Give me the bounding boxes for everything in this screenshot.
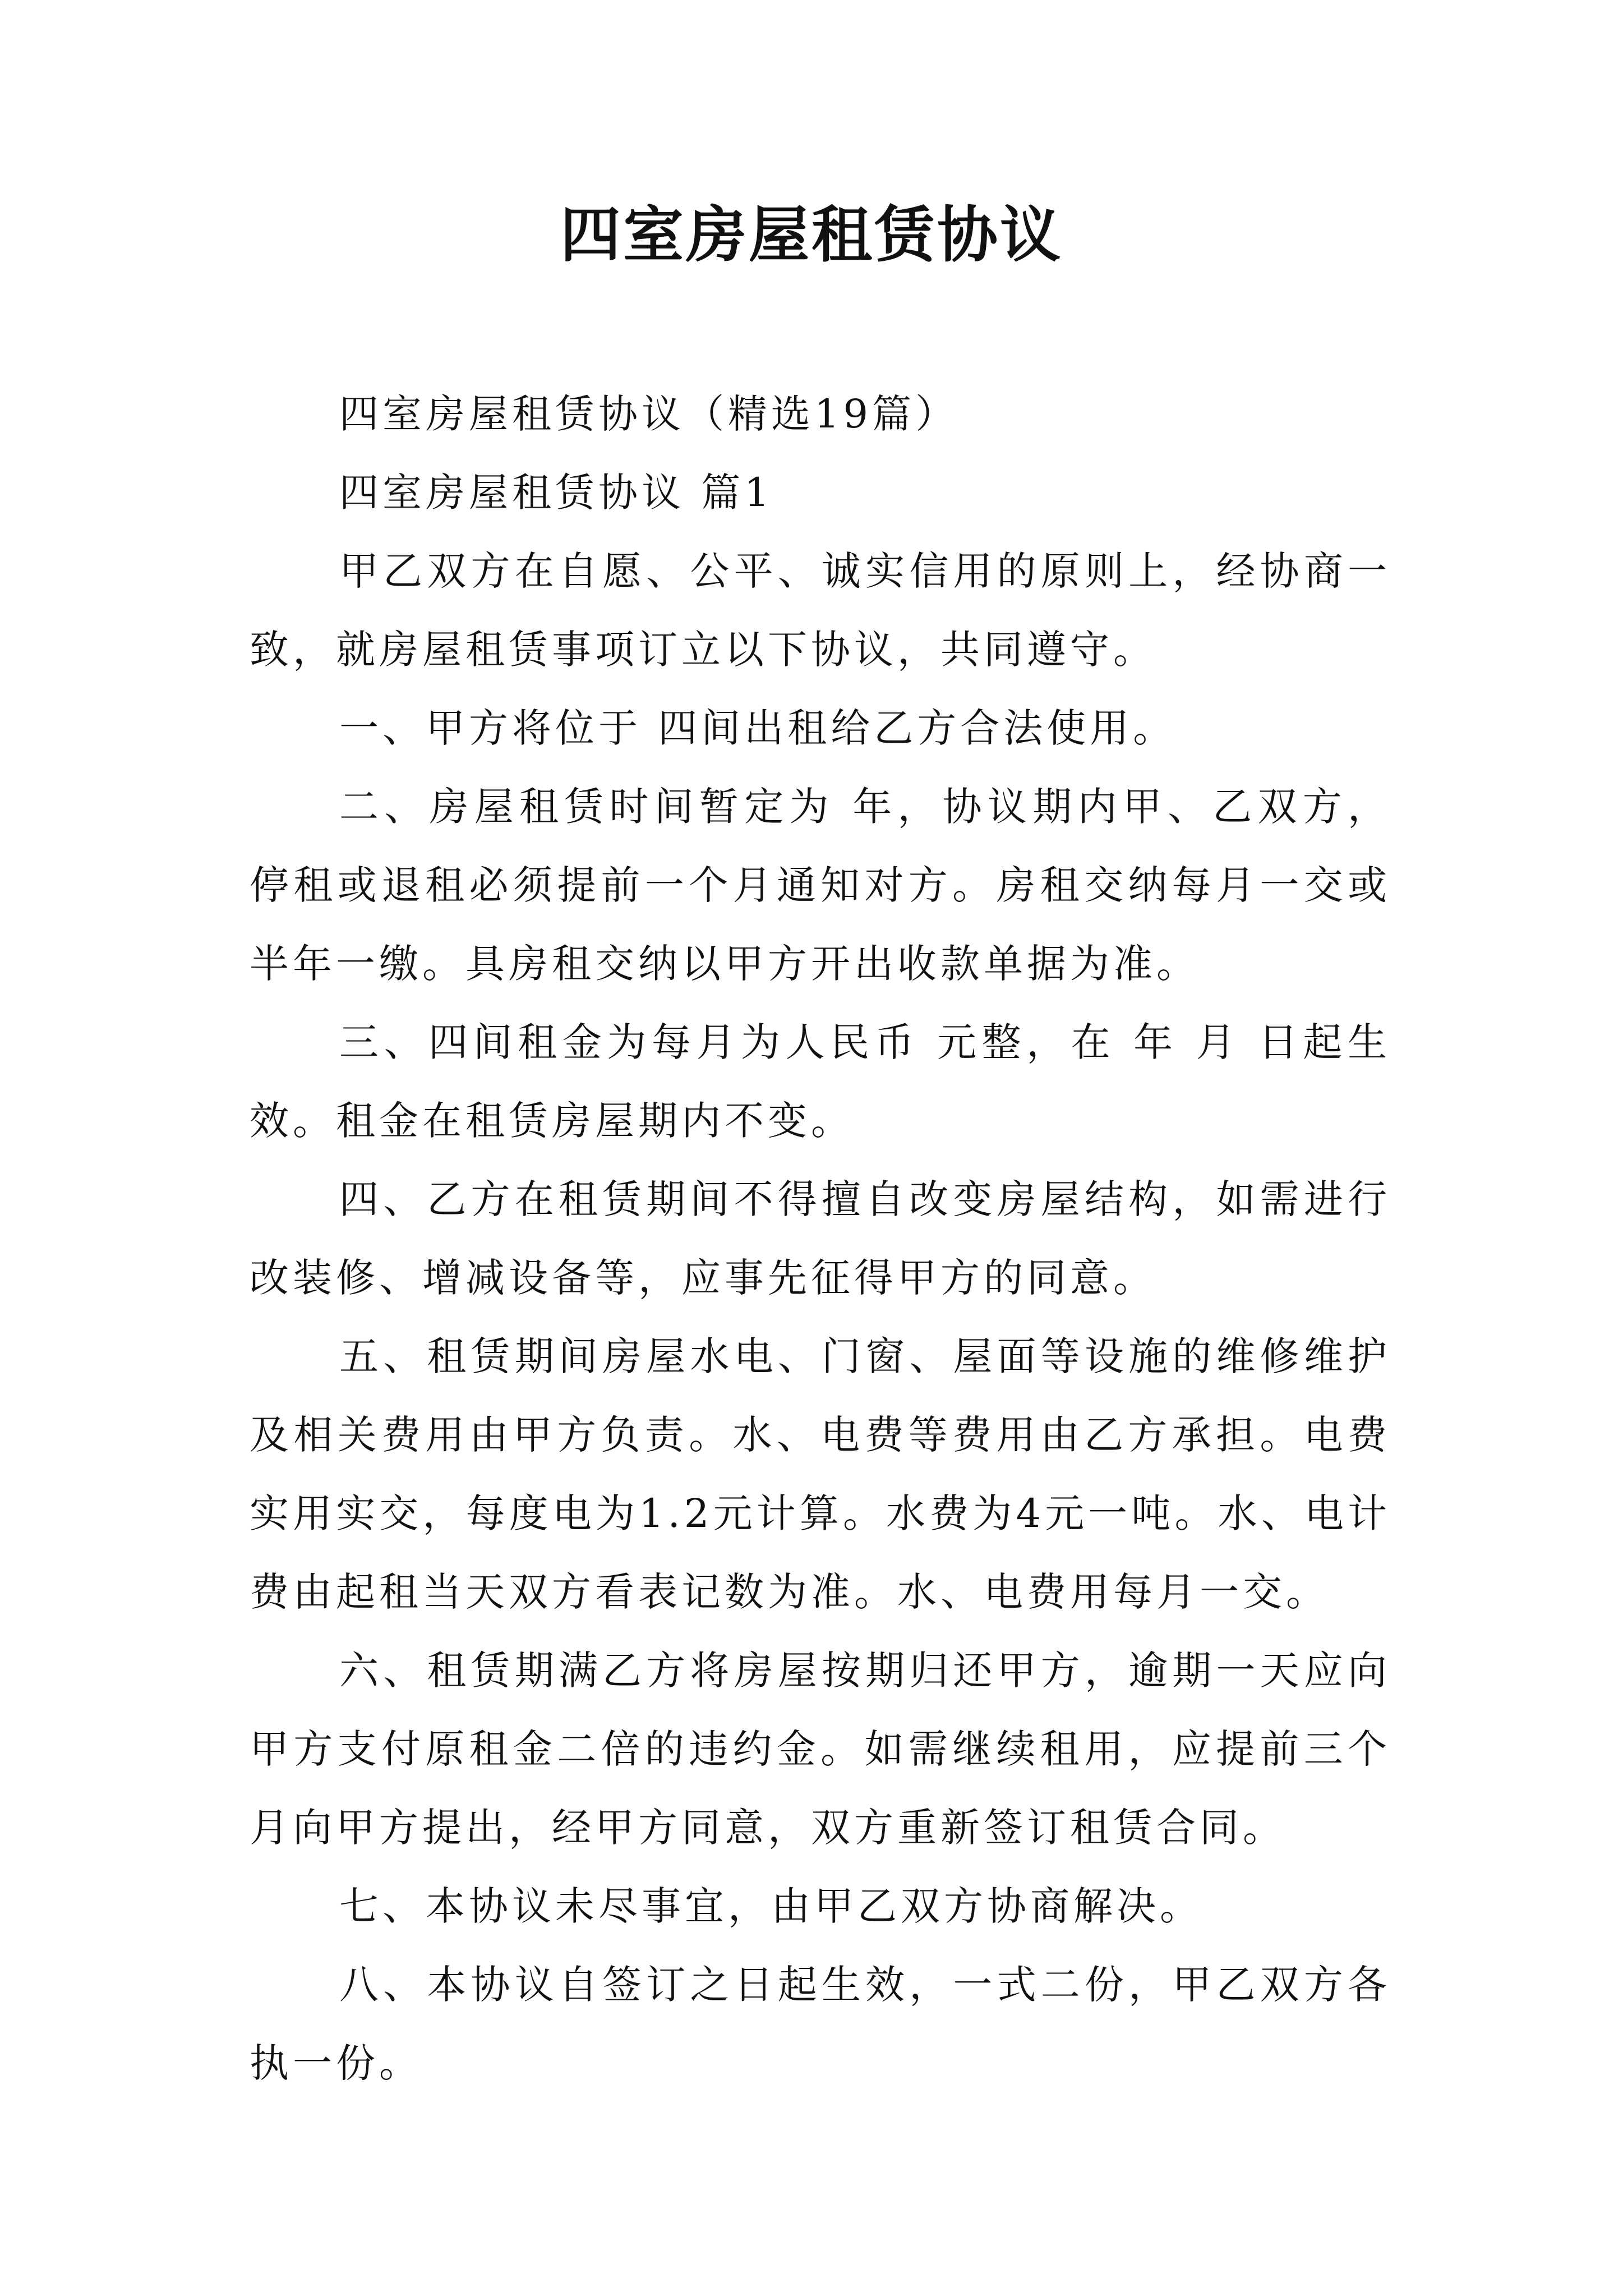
paragraph-clause-4: 四、乙方在租赁期间不得擅自改变房屋结构，如需进行改装修、增减设备等，应事先征得甲方的同意。 [250,1176,1391,1301]
paragraph-section-heading: 四室房屋租赁协议 篇1 [339,470,773,516]
paragraph-clause-6: 六、租赁期满乙方将房屋按期归还甲方，逾期一天应向甲方支付原租金二倍的违约金。如需继续租用，应提前三个月向甲方提出，经甲方同意，双方重新签订租赁合同。 [250,1648,1391,1851]
paragraph-clause-8: 八、本协议自签订之日起生效，一式二份，甲乙双方各执一份。 [250,1962,1391,2086]
paragraph-preamble: 甲乙双方在自愿、公平、诚实信用的原则上，经协商一致，就房屋租赁事项订立以下协议，共同遵守。 [250,548,1391,673]
paragraph-subtitle: 四室房屋租赁协议（精选19篇） [339,391,959,437]
paragraph-clause-5: 五、租赁期间房屋水电、门窗、屋面等设施的维修维护及相关费用由甲方负责。水、电费等费用由乙方承担。电费实用实交，每度电为1.2元计算。水费为4元一吨。水、电计费由起租当天双方看表记数为准。水、电费用每月一交。 [250,1333,1391,1615]
paragraph-clause-3: 三、四间租金为每月为人民币 元整，在 年 月 日起生效。租金在租赁房屋期内不变。 [250,1019,1391,1144]
paragraph-clause-7: 七、本协议未尽事宜，由甲乙双方协商解决。 [339,1883,1203,1929]
paragraph-clause-1: 一、甲方将位于 四间出租给乙方合法使用。 [339,705,1177,751]
document-title: 四室房屋租赁协议 [560,200,1063,270]
document-body [250,375,1391,2102]
paragraph-clause-2: 二、房屋租赁时间暂定为 年，协议期内甲、乙双方，停租或退租必须提前一个月通知对方。房租交纳每月一交或半年一缴。具房租交纳以甲方开出收款单据为准。 [250,784,1391,987]
